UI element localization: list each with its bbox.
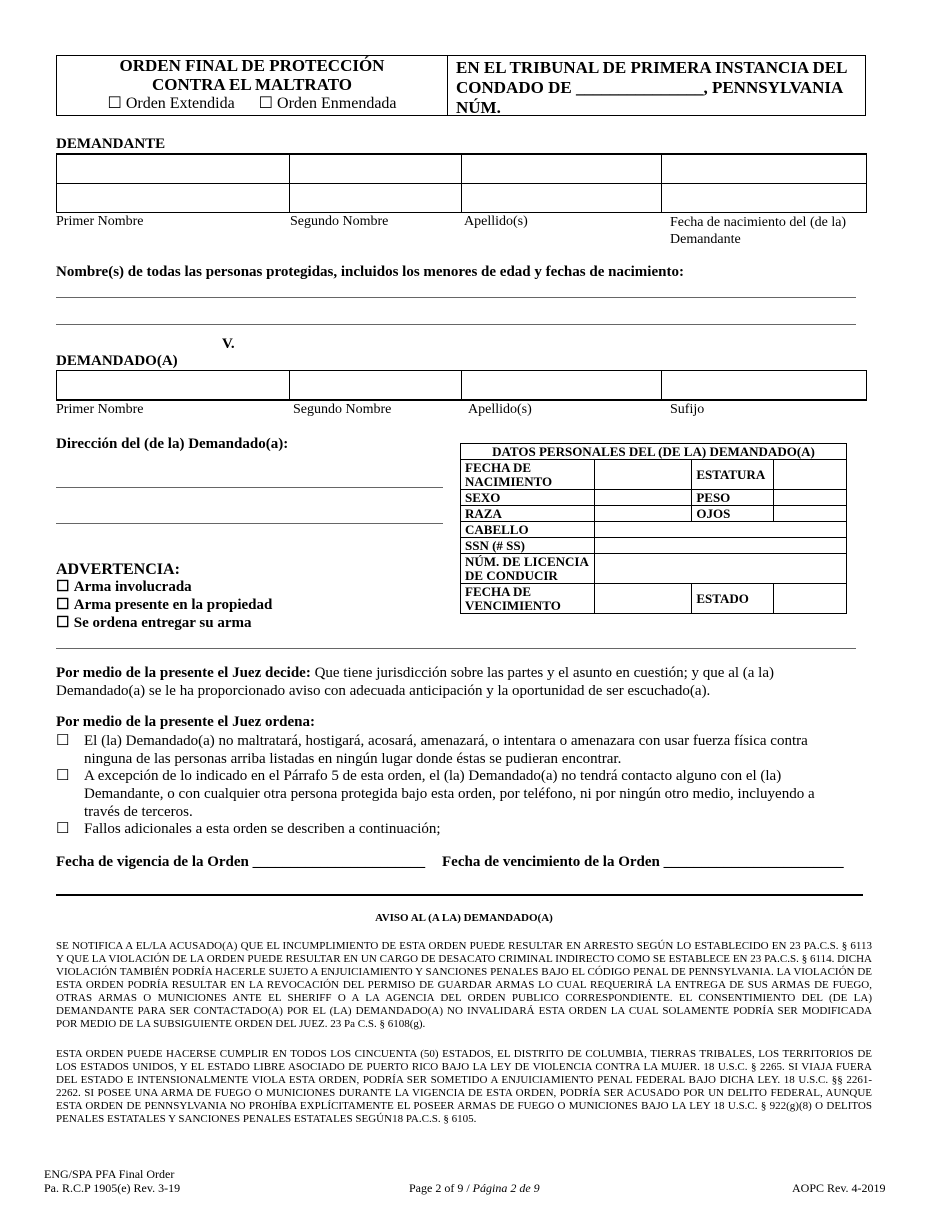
protected-persons-heading: Nombre(s) de todas las personas protegidas, incluidos los menores de edad y fechas de nacimiento: — [56, 264, 684, 280]
warning-item-label: Arma presente en la propiedad — [73, 597, 273, 613]
expiration-value[interactable] — [594, 584, 692, 614]
plaintiff-last-name-field[interactable] — [461, 155, 462, 213]
sex-value[interactable] — [594, 490, 692, 506]
plaintiff-middle-name-label: Segundo Nombre — [290, 214, 389, 229]
ssn-value[interactable] — [594, 538, 846, 554]
order-item-2-line2: Demandante, o con cualquier otra persona protegida bajo esta orden, por teléfono, ni por ningún otro medio, incluyendo a — [84, 786, 815, 802]
judge-decides-text: Que tiene jurisdicción sobre las partes y el asunto en cuestión; y que al (a la) Demandado(a) se le ha proporcionado aviso con adecuada anticipación y la oportunidad de ser escuchado(a). — [56, 665, 774, 699]
plaintiff-dob-label-line2: Demandante — [670, 232, 741, 247]
dob-value[interactable] — [594, 460, 692, 490]
defendant-name-grid — [56, 370, 867, 401]
order-title-line2: CONTRA EL MALTRATO — [152, 75, 352, 94]
notice-paragraph-1: SE NOTIFICA A EL/LA ACUSADO(A) QUE EL INCUMPLIMIENTO DE ESTA ORDEN PUEDE RESULTAR EN ARRESTO SEGÚN LO ESTABLECIDO EN 23 PA.C.S. § 6113 Y QUE LA VIOLACIÓN DE LA ORDEN PUEDE RESULTAR EN UN CARGO DE DESACATO CRIMINAL INDIRECTO COMO SE ESTABLECE EN 23 PA.C.S. § 6114. DICHA VIOLACIÓN TAMBIÉN PODRÍA HACERLE SUJETO A ENJUICIAMIENTO Y SANCIONES PENALES BAJO EL CÓDIGO PENAL DE PENNSYLVANIA. LA VIOLACIÓN DE ESTA ORDEN PODRÍA RESULTAR EN LA REVOCACIÓN DEL PERMISO DE GUARDAR ARMAS LO CUAL REQUERIRÁ LA ENTREGA DE SUS ARMAS DE FUEGO, OTRAS ARMAS O MUNICIONES ANTE EL SHERIFF O A LA AGENCIA DEL ORDEN PUBLICO CORRESPONDIENTE. EL CONSENTIMIENTO DEL (DE LA) DEMANDANTE PARA SER CONTACTADO(A) POR EL (LA) DEMANDADO(A) NO INVALIDARÁ ESTA ORDEN LA CUAL SOLAMENTE PODRÍA SER MODIFICADA POR MEDIO DE LA SUBSIGUIENTE ORDEN DEL JUEZ. 23 Pa C.S. § 6108(g). — [56, 940, 872, 1030]
weight-value[interactable] — [774, 490, 847, 506]
order-item-2-line3: través de terceros. — [84, 804, 193, 820]
height-label: ESTATURA — [692, 460, 774, 490]
state-value[interactable] — [774, 584, 847, 614]
order-item-3-checkbox[interactable]: ☐ — [56, 821, 70, 837]
license-label: NÚM. DE LICENCIA DE CONDUCIR — [461, 554, 595, 584]
order-item-3 — [56, 820, 856, 838]
order-item-2 — [56, 767, 856, 821]
plaintiff-first-name-label: Primer Nombre — [56, 214, 144, 229]
checkbox-icon: ☐ — [56, 579, 70, 595]
warning-item-label: Se ordena entregar su arma — [73, 615, 252, 631]
footer-page-es: Página 2 de 9 — [472, 1181, 540, 1195]
court-line2: CONDADO DE _______________, PENNSYLVANIA — [456, 78, 844, 97]
order-options — [57, 95, 447, 113]
eyes-label: OJOS — [692, 506, 774, 522]
race-value[interactable] — [594, 506, 692, 522]
section-divider — [56, 648, 856, 649]
footer-rule: Pa. R.C.P 1905(e) Rev. 3-19 — [44, 1181, 181, 1195]
warning-item-weapon-present[interactable] — [56, 596, 272, 614]
warning-item-weapon-involved[interactable] — [56, 578, 272, 596]
plaintiff-dob-label-line1: Fecha de nacimiento del (de la) — [670, 215, 847, 230]
license-value[interactable] — [594, 554, 846, 584]
defendant-first-name-label: Primer Nombre — [56, 402, 144, 417]
weight-label: PESO — [692, 490, 774, 506]
plaintiff-dob-field[interactable] — [661, 155, 662, 213]
amended-order-checkbox[interactable]: ☐ Orden Enmendada — [258, 95, 397, 112]
versus-label: V. — [222, 336, 235, 352]
defendant-middle-name-field[interactable] — [289, 371, 290, 400]
personal-data-title: DATOS PERSONALES DEL (DE LA) DEMANDADO(A) — [461, 444, 847, 460]
defendant-address-line-1[interactable] — [56, 487, 443, 488]
defendant-address-line-2[interactable] — [56, 523, 443, 524]
order-item-1-checkbox[interactable]: ☐ — [56, 733, 70, 749]
order-item-1 — [56, 732, 856, 768]
dob-label: FECHA DE NACIMIENTO — [461, 460, 595, 490]
order-item-3-text: Fallos adicionales a esta orden se describen a continuación; — [84, 821, 441, 837]
warning-item-surrender-weapon[interactable] — [56, 614, 272, 632]
defendant-heading: DEMANDADO(A) — [56, 353, 178, 369]
defendant-last-name-field[interactable] — [461, 371, 462, 400]
hair-label: CABELLO — [461, 522, 595, 538]
defendant-middle-name-label: Segundo Nombre — [293, 402, 392, 417]
order-item-1-line2: ninguna de las personas arriba listadas en ningún lugar donde éstas se pudieran encontrar. — [84, 751, 622, 767]
hair-value[interactable] — [594, 522, 846, 538]
checkbox-icon: ☐ — [56, 615, 70, 631]
judge-orders-heading: Por medio de la presente el Juez ordena: — [56, 714, 315, 730]
plaintiff-middle-name-field[interactable] — [289, 155, 290, 213]
order-expiration-date[interactable]: Fecha de vencimiento de la Orden ________________________ — [442, 854, 844, 870]
header-box — [56, 55, 866, 116]
order-effective-date[interactable]: Fecha de vigencia de la Orden _______________________ — [56, 854, 426, 870]
docket-number: NÚM. — [456, 98, 501, 117]
notice-divider — [56, 894, 863, 896]
plaintiff-dob-label — [670, 214, 846, 248]
checkbox-icon: ☐ — [56, 597, 70, 613]
protected-persons-line-1[interactable] — [56, 297, 856, 298]
footer-page-number — [409, 1181, 540, 1195]
sex-label: SEXO — [461, 490, 595, 506]
warning-item-label: Arma involucrada — [73, 579, 192, 595]
footer-form-info — [44, 1167, 180, 1195]
footer-page-en: Page 2 of 9 / — [409, 1181, 473, 1195]
defendant-last-name-label: Apellido(s) — [468, 402, 532, 417]
order-item-2-line1: A excepción de lo indicado en el Párrafo 5 de esta orden, el (la) Demandado(a) no tendrá contacto alguno con el (la) — [84, 768, 782, 784]
footer-revision: AOPC Rev. 4-2019 — [792, 1181, 886, 1195]
defendant-suffix-label: Sufijo — [670, 402, 705, 417]
plaintiff-heading: DEMANDANTE — [56, 136, 166, 152]
warning-heading: ADVERTENCIA: — [56, 561, 180, 578]
ssn-label: SSN (# SS) — [461, 538, 595, 554]
order-item-2-checkbox[interactable]: ☐ — [56, 768, 70, 784]
footer-form-id: ENG/SPA PFA Final Order — [44, 1167, 175, 1181]
notice-paragraph-2: ESTA ORDEN PUEDE HACERSE CUMPLIR EN TODOS LOS CINCUENTA (50) ESTADOS, EL DISTRITO DE COLUMBIA, TIERRAS TRIBALES, LOS TERRITORIOS DE LOS ESTADOS UNIDOS, Y EL ESTADO LIBRE ASOCIADO DE PUERTO RICO BAJO LA LEY DE VIOLENCIA CONTRA LA MUJER. 18 U.S.C. § 2265. SI VIAJA FUERA DEL ESTADO E INTENSIONALMENTE VIOLA ESTA ORDEN, PODRÍA SER SOMETIDO A ENJUICIAMIENTO PENAL FEDERAL BAJO DICHA LEY. 18 U.S.C. §§ 2261-2262. SI POSEE UNA ARMA DE FUEGO O MUNICIONES DURANTE LA VIGENCIA DE ESTA ORDEN, PODRÍA SER ACUSADO POR UN DELITO FEDERAL, AUNQUE ESTA ORDEN DE PENNSYLVANIA NO PROHÍBA EXPLÍCITAMENTE EL POSEER ARMAS DE FUEGO O MUNICIONES BAJO LA LEY 18 U.S.C. § 922(g)(8) O DELITOS PENALES ESTATALES Y SANCIONES PENALES ESTATALES SEGÚN18 PA.C.S. § 6105. — [56, 1048, 872, 1125]
defendant-suffix-field[interactable] — [661, 371, 662, 400]
extended-order-checkbox[interactable]: ☐ Orden Extendida — [107, 95, 235, 112]
race-label: RAZA — [461, 506, 595, 522]
protected-persons-line-2[interactable] — [56, 324, 856, 325]
judge-decides-lead: Por medio de la presente el Juez decide: — [56, 665, 311, 681]
defendant-personal-data-table — [460, 443, 847, 614]
order-title-line1: ORDEN FINAL DE PROTECCIÓN — [119, 56, 385, 75]
expiration-label: FECHA DE VENCIMIENTO — [461, 584, 595, 614]
height-value[interactable] — [774, 460, 847, 490]
plaintiff-name-grid — [56, 153, 867, 213]
warning-list — [56, 578, 272, 632]
plaintiff-last-name-label: Apellido(s) — [464, 214, 528, 229]
eyes-value[interactable] — [774, 506, 847, 522]
notice-heading: AVISO AL (A LA) DEMANDADO(A) — [375, 912, 553, 924]
judge-decides-paragraph — [56, 664, 856, 700]
court-line1: EN EL TRIBUNAL DE PRIMERA INSTANCIA DEL — [456, 58, 848, 77]
order-title-block — [57, 56, 448, 115]
defendant-address-heading: Dirección del (de la) Demandado(a): — [56, 436, 289, 452]
court-block — [456, 58, 847, 118]
order-item-1-line1: El (la) Demandado(a) no maltratará, hostigará, acosará, amenazará, o intentara o amenazara con usar fuerza física contra — [84, 733, 808, 749]
state-label: ESTADO — [692, 584, 774, 614]
